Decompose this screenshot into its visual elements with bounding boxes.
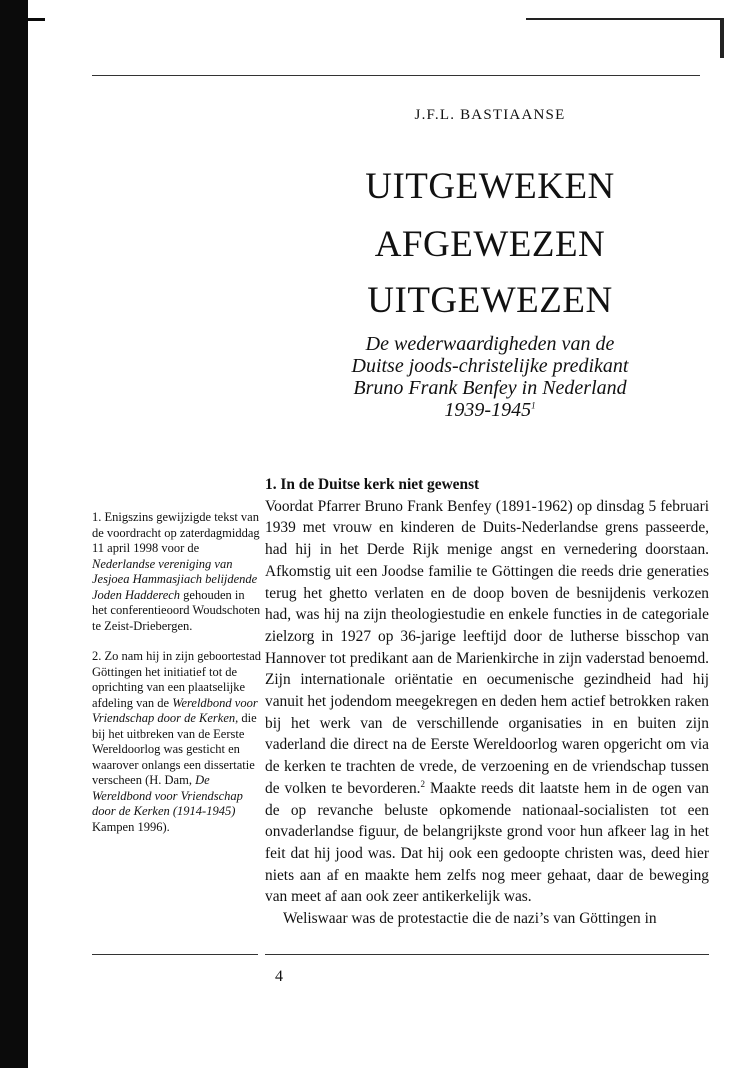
footnote-2-italic-b: Wereldbond voor Vriendschap door de Kerken [92,695,258,725]
title-line-2: AFGEWEZEN [374,224,606,265]
subtitle-years: 1939-1945 [444,399,532,421]
paragraph-2: Weliswaar was de protestactie die de nazi’s van Göttingen in [283,910,657,928]
section-heading: 1. In de Duitse kerk niet gewenst [265,476,480,493]
footnote-1-text-a: 1. Enigszins gewijzigde tekst van de voordracht op zaterdagmiddag 11 april 1998 voor de [92,510,260,555]
header-rule [92,75,700,76]
footnote-2-text-a: 2. Zo nam hij in zijn geboortestad Göttingen het initiatief tot de oprichting van een plaatselijke afdeling van de [92,649,262,710]
footnote-2-text-c: , die bij het uitbreken van de Eerste Wereldoorlog was gesticht en waarover onlangs een dissertatie verscheen (H. Dam, [92,711,257,787]
footnotes-rule [92,954,258,955]
scan-dark-edge [0,0,28,1068]
main-text-rule [265,954,709,955]
footnotes-column [92,510,262,850]
author-name: J.F.L. BASTIAANSE [414,107,566,123]
footnote-1-italic: Nederlandse vereniging van Jesjoea Hammasjiach belijdende Joden Hadderech [92,556,258,602]
footnote-2-text-e: Kampen 1996). [92,819,170,834]
subtitle-line-1: De wederwaardigheden van de [365,333,615,355]
main-text [265,474,709,930]
page-corner-vertical [720,18,724,58]
subtitle-line-3: Bruno Frank Benfey in Nederland [353,377,627,399]
footnote-ref-1: 1 [531,400,536,411]
paragraph-1-text-a: Voordat Pfarrer Bruno Frank Benfey (1891-1962) op dinsdag 5 februari 1939 met vrouw en kinderen de Duits-Nederlandse grens passeerde, had hij in het Derde Rijk menige angst en vernedering doorstaan. Afkomstig uit een Joodse familie te Göttingen die reeds drie generaties terug het ghetto verlaten en de doop boven de besnijdenis verkozen had, was hij na zijn theologiestudie en enkele functies in de categoriale zielzorg in 1927 op 36-jarige leeftijd door de lutherse bisschop van Hannover tot predikant aan de Marienkirche in zijn vaderstad benoemd. Zijn internationale oriëntatie en oecumenische gezindheid had hij vanuit het jodendom meegekregen en deden hem actief betrokken raken bij het werk van de verschillende organisaties in en buiten zijn vaderland die direct na de Eerste Wereldoorlog waren opgericht om via de kerken te trachten de vrede, de verzoening en de vriendschap tussen de volken te bevorderen. [265,497,709,797]
paragraph-1-text-b: Maakte reeds dit laatste hem in de ogen van de op revanche beluste opkomende nationaal-socialisten tot een onvaderlandse figuur, de belangrijkste grond voor hun afkeer lag in het feit dat hij jood was. Dat hij ook een gedoopte christen was, deed hier niets aan af en maakte hem zelfs nog meer gehaat, daar de beweging van meet af aan ook zeer antikerkelijk was. [265,779,709,906]
subtitle-line-2: Duitse joods-christelijke predikant [351,355,629,377]
title-line-3: UITGEWEZEN [367,280,613,321]
footnote-2-italic-d: De Wereldbond voor Vriendschap door de Kerken (1914-1945) [92,773,243,818]
page-number: 4 [275,968,283,985]
footnote-2 [92,649,262,835]
title-line-1: UITGEWEKEN [365,166,615,207]
scan-edge-mark [0,18,45,21]
paragraph-1 [265,496,709,908]
footnote-1 [92,510,262,634]
page-corner-line [526,18,724,20]
footnote-1-text-c: gehouden in het conferentieoord Woudschoten te Zeist-Driebergen. [92,587,261,633]
subtitle-line-4 [330,399,650,421]
footnote-ref-2: 2 [420,778,425,789]
subtitle [330,333,650,421]
